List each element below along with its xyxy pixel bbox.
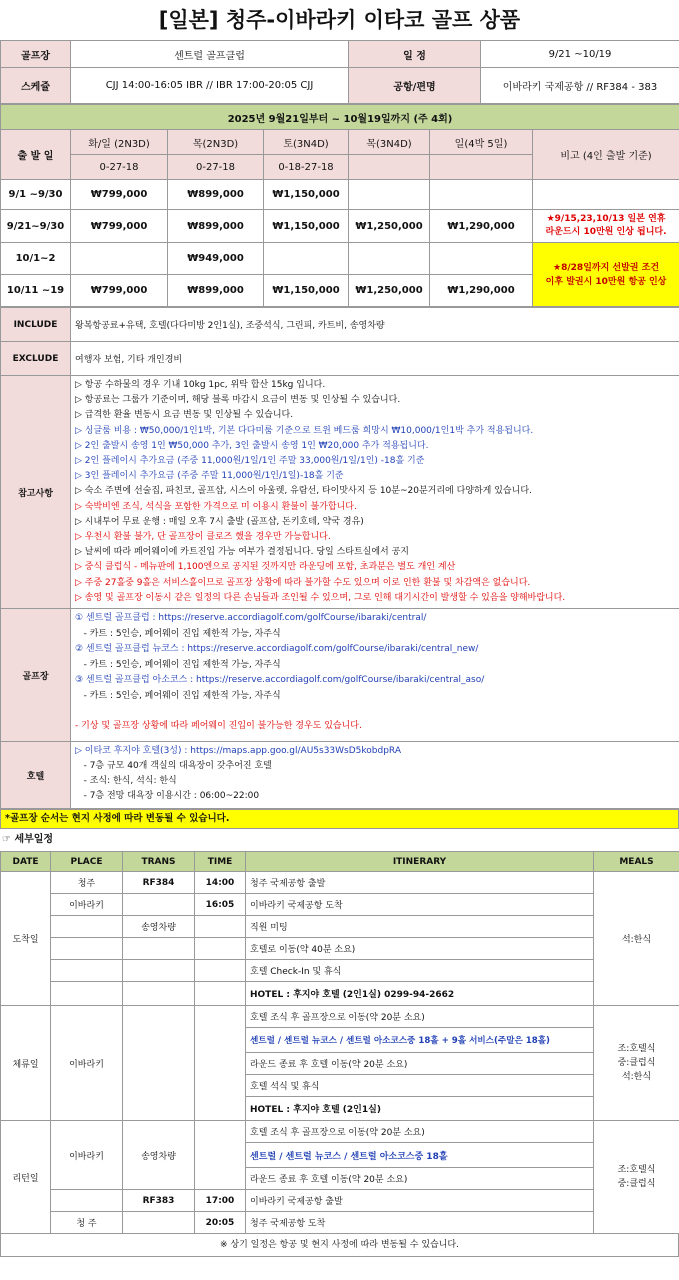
price-cell: ₩949,000: [168, 243, 264, 275]
col-subheader: 0-27-18: [168, 155, 264, 180]
course-line: ① 센트럴 골프클럽 : https://reserve.accordiagolf.com/golfCourse/ibaraki/central/: [75, 613, 427, 624]
itin-time: 17:00: [195, 1190, 246, 1212]
col-subheader: [349, 155, 430, 180]
itin-trans-empty: [123, 894, 195, 916]
itin-time-empty: [195, 960, 246, 982]
itinerary-table: [0, 851, 679, 1234]
golf-label: 골프장: [1, 41, 71, 68]
course-line: [75, 704, 675, 719]
itin-item: 청주 국제공항 출발: [246, 872, 594, 894]
itin-place-empty: [51, 960, 123, 982]
airfare-note-line: 이후 발권시 10만원 항공 인상: [545, 276, 667, 287]
golf-order-warning: *골프장 순서는 현지 사정에 따라 변동될 수 있습니다.: [0, 809, 679, 829]
price-cell: [349, 243, 430, 275]
course-list: [71, 609, 679, 742]
itin-date: 도착일: [1, 872, 51, 1006]
itin-place: 이바라키: [51, 1121, 123, 1190]
itin-item: 호텔 조식 후 골프장으로 이동(약 20분 소요): [246, 1121, 594, 1143]
col-subheader: 0-27-18: [71, 155, 168, 180]
ref-line: ▷ 숙박비엔 조식, 석식을 포함한 가격으로 미 이용시 환불이 불가합니다.: [75, 501, 357, 512]
itin-meals: 석:한식: [594, 872, 679, 1006]
meal-line: 중:클럽식: [617, 1058, 656, 1069]
ref-line: ▷ 싱글룸 비용 : ₩50,000/1인1박, 기본 다다미룸 기준으로 트윈 베드룸 희망시 ₩10,000/1인1박 추가 적용됩니다.: [75, 425, 534, 436]
itin-time-empty: [195, 1006, 246, 1121]
col-header: 일(4박 5일): [430, 130, 533, 155]
hotel-line: - 조식: 한식, 석식: 한식: [75, 776, 177, 787]
col-header: 토(3N4D): [264, 130, 349, 155]
hotel-label: 호텔: [1, 742, 71, 809]
price-cell: ₩799,000: [71, 275, 168, 307]
itin-item: 호텔 조식 후 골프장으로 이동(약 20분 소요): [246, 1006, 594, 1028]
price-row: [1, 180, 679, 210]
course-line: - 카트 : 5인승, 페어웨이 진입 제한적 가능, 자주식: [75, 628, 281, 639]
depart-label: 출 발 일: [1, 130, 71, 180]
ref-line: ▷ 주중 27홀중 9홀은 서비스홀이므로 골프장 상황에 따라 불가할 수도 있으며 이로 인한 환불 및 차감액은 없습니다.: [75, 577, 531, 588]
itin-golf: 센트럴 / 센트럴 뉴코스 / 센트럴 아소코스중 18홀 + 9홀 서비스(주말은 18홀): [246, 1028, 594, 1053]
ref-line: ▷ 날씨에 따라 페어웨이에 카트진입 가능 여부가 결정됩니다. 당일 스타트실에서 공지: [75, 547, 409, 558]
course-line: - 카트 : 5인승, 페어웨이 진입 제한적 가능, 자주식: [75, 690, 281, 701]
itin-place-empty: [51, 982, 123, 1006]
price-cell: ₩799,000: [71, 180, 168, 210]
ref-line: ▷ 송영 및 골프장 이동시 같은 일정의 다른 손님들과 조인될 수 있으며, 그로 인해 대기시간이 발생할 수 있음을 양해바랍니다.: [75, 592, 566, 603]
meal-line: 조:호텔식: [617, 1044, 656, 1055]
price-cell: ₩1,290,000: [430, 210, 533, 243]
ref-label: 참고사항: [1, 376, 71, 609]
ref-list: [71, 376, 679, 609]
price-cell: ₩1,290,000: [430, 275, 533, 307]
itin-header: ITINERARY: [246, 852, 594, 872]
itin-trans-empty: [123, 960, 195, 982]
course-label: 골프장: [1, 609, 71, 742]
itin-place: 이바라키: [51, 894, 123, 916]
row-date: 9/21~9/30: [1, 210, 71, 243]
col-header: 화/일 (2N3D): [71, 130, 168, 155]
itin-item: 호텔 Check-In 및 휴식: [246, 960, 594, 982]
itin-meals: [594, 1121, 679, 1234]
schedule-value: CJJ 14:00-16:05 IBR // IBR 17:00-20:05 CJJ: [71, 68, 349, 104]
course-line: ③ 센트럴 골프클럽 아소코스 : https://reserve.accordiagolf.com/golfCourse/ibaraki/central_aso/: [75, 675, 485, 686]
hotel-line: ▷ 이타코 후지야 호텔(3성) : https://maps.app.goo.gl/AU5s33WsD5kobdpRA: [75, 746, 401, 757]
itin-trans-empty: [123, 982, 195, 1006]
price-cell: [264, 243, 349, 275]
hotel-line: - 7층 전망 대욕장 이용시간 : 06:00~22:00: [75, 791, 260, 802]
course-line: ② 센트럴 골프클럽 뉴코스 : https://reserve.accordiagolf.com/golfCourse/ibaraki/central_new/: [75, 644, 479, 655]
itin-item: 이바라키 국제공항 도착: [246, 894, 594, 916]
itin-time: 16:05: [195, 894, 246, 916]
ref-line: ▷ 항공 수하물의 경우 기내 10kg 1pc, 위탁 합산 15kg 입니다.: [75, 380, 326, 390]
row-date: 9/1 ~9/30: [1, 180, 71, 210]
itin-place-empty: [51, 938, 123, 960]
meal-line: 중:클럽식: [617, 1179, 656, 1190]
course-line: - 기상 및 골프장 상황에 따라 페어웨이 진입이 불가능한 경우도 있습니다.: [75, 721, 362, 732]
price-table: [0, 104, 679, 307]
note-cell: [533, 180, 679, 210]
itin-time-empty: [195, 1121, 246, 1190]
airport-label: 공항/편명: [349, 68, 481, 104]
ref-line: ▷ 항공료는 그룹가 기준이며, 해당 블록 마감시 요금이 변동 및 인상될 수 있습니다.: [75, 395, 401, 406]
col-subheader: 0-18-27-18: [264, 155, 349, 180]
price-cell: ₩899,000: [168, 275, 264, 307]
itin-time-empty: [195, 916, 246, 938]
itin-item: 호텔 석식 및 휴식: [246, 1075, 594, 1097]
itin-place: 이바라키: [51, 1006, 123, 1121]
airport-value: 이바라키 국제공항 // RF384 - 383: [481, 68, 679, 104]
page-title: [일본] 청주-이바라키 이타코 골프 상품: [158, 8, 521, 32]
price-cell: [349, 180, 430, 210]
price-row: [1, 243, 679, 275]
date-value: 9/21 ~10/19: [481, 41, 679, 68]
ref-line: ▷ 숙소 주변에 선술집, 파친코, 골프샵, 시스이 아울렛, 유람선, 타이맛사지 등 10분~20분거리에 다양하게 있습니다.: [75, 486, 532, 497]
itin-header: MEALS: [594, 852, 679, 872]
period-banner: 2025년 9월21일부터 ~ 10월19일까지 (주 4회): [1, 105, 679, 130]
itin-item: 이바라키 국제공항 출발: [246, 1190, 594, 1212]
itin-place-empty: [51, 916, 123, 938]
itin-trans-empty: [123, 1006, 195, 1121]
date-label: 일 정: [349, 41, 481, 68]
include-value: 왕복항공료+유택, 호텔(다다미방 2인1실), 조중석식, 그린피, 카트비, 송영차량: [71, 308, 679, 342]
price-cell: ₩799,000: [71, 210, 168, 243]
holiday-note-line: 라운드시 10만원 인상 됩니다.: [545, 227, 667, 237]
itin-header: PLACE: [51, 852, 123, 872]
note-label: 비고 (4인 출발 기준): [533, 130, 679, 180]
itin-time-empty: [195, 982, 246, 1006]
ref-line: ▷ 중식 클럽식 - 메뉴판에 1,100엔으로 공지된 것까지만 라운딩에 포함, 초과분은 별도 개인 계산: [75, 562, 456, 573]
ref-line: ▷ 3인 플레이시 추가요금 (주중 주말 11,000원/1인/1일)-18홀 기준: [75, 471, 344, 482]
itin-trans-empty: [123, 938, 195, 960]
price-cell: ₩1,150,000: [264, 180, 349, 210]
itin-header: DATE: [1, 852, 51, 872]
course-line: - 카트 : 5인승, 페어웨이 진입 제한적 가능, 자주식: [75, 659, 281, 670]
itin-meals: [594, 1006, 679, 1121]
golf-value: 센트럴 골프클럽: [71, 41, 349, 68]
itin-header: TRANS: [123, 852, 195, 872]
itin-item: 라운드 종료 후 호텔 이동(약 20분 소요): [246, 1053, 594, 1075]
itin-trans: 송영차량: [123, 916, 195, 938]
meal-line: 석:한식: [621, 1072, 652, 1083]
exclude-value: 여행자 보험, 기타 개인경비: [71, 342, 679, 376]
price-row: [1, 210, 679, 243]
itin-place-empty: [51, 1190, 123, 1212]
itin-date: 체류일: [1, 1006, 51, 1121]
info-table: [0, 40, 679, 104]
itin-item: 청주 국제공항 도착: [246, 1212, 594, 1234]
price-cell: ₩1,250,000: [349, 275, 430, 307]
itin-item: 직원 미팅: [246, 916, 594, 938]
footer-note: ※ 상기 일정은 항공 및 현지 사정에 따라 변동될 수 있습니다.: [0, 1234, 679, 1257]
include-label: INCLUDE: [1, 308, 71, 342]
itin-time: 14:00: [195, 872, 246, 894]
ref-line: ▷ 우천시 환불 불가, 단 골프장이 클로즈 했을 경우만 가능합니다.: [75, 532, 331, 543]
airfare-note: [533, 243, 679, 307]
itin-time-empty: [195, 938, 246, 960]
airfare-note-line: ★8/28일까지 선발권 조건: [553, 262, 660, 273]
price-cell: ₩899,000: [168, 180, 264, 210]
schedule-label: 스케쥴: [1, 68, 71, 104]
price-cell: [430, 243, 533, 275]
price-cell: [430, 180, 533, 210]
price-cell: ₩1,150,000: [264, 210, 349, 243]
itin-trans: 송영차량: [123, 1121, 195, 1190]
col-subheader: [430, 155, 533, 180]
price-cell: ₩899,000: [168, 210, 264, 243]
hotel-line: - 7층 규모 40개 객실의 대욕장이 갖추어진 호텔: [75, 761, 272, 772]
itin-header: TIME: [195, 852, 246, 872]
itin-time: 20:05: [195, 1212, 246, 1234]
ref-line: ▷ 2인 출발시 송영 1인 ₩50,000 추가, 3인 출발시 송영 1인 ₩20,000 추가 적용됩니다.: [75, 440, 429, 451]
exclude-label: EXCLUDE: [1, 342, 71, 376]
col-header: 목(2N3D): [168, 130, 264, 155]
ref-line: ▷ 2인 플레이시 추가요금 (주중 11,000원/1일/1인 주말 33,000원/1일/1인) -18홀 기준: [75, 456, 425, 467]
itin-hotel: HOTEL : 후지야 호텔 (2인1실) 0299-94-2662: [246, 982, 594, 1006]
itin-place: 청주: [51, 872, 123, 894]
price-cell: [71, 243, 168, 275]
row-date: 10/1~2: [1, 243, 71, 275]
price-cell: ₩1,150,000: [264, 275, 349, 307]
notes-table: [0, 307, 679, 809]
price-cell: ₩1,250,000: [349, 210, 430, 243]
ref-line: ▷ 급격한 환율 변동시 요금 변동 및 인상될 수 있습니다.: [75, 410, 294, 421]
col-header: 목(3N4D): [349, 130, 430, 155]
row-date: 10/11 ~19: [1, 275, 71, 307]
detail-title: ☞ 세부일정: [2, 834, 54, 846]
meal-line: 조:호텔식: [617, 1165, 656, 1176]
holiday-note-line: ★9/15,23,10/13 일본 연휴: [546, 214, 666, 224]
hotel-list: [71, 742, 679, 809]
itin-trans-empty: [123, 1212, 195, 1234]
itin-trans: RF384: [123, 872, 195, 894]
itin-item: 라운드 종료 후 호텔 이동(약 20분 소요): [246, 1168, 594, 1190]
itin-date: 리턴일: [1, 1121, 51, 1234]
itin-item: 호텔로 이동(약 40분 소요): [246, 938, 594, 960]
ref-line: ▷ 시내투어 무료 운행 : 매일 오후 7시 출발 (골프샵, 돈키호테, 약국 경유): [75, 516, 364, 527]
itin-hotel: HOTEL : 후지야 호텔 (2인1실): [246, 1097, 594, 1121]
holiday-note: [533, 210, 679, 243]
itin-golf: 센트럴 / 센트럴 뉴코스 / 센트럴 아소코스중 18홀: [246, 1143, 594, 1168]
itin-place: 청 주: [51, 1212, 123, 1234]
itin-trans: RF383: [123, 1190, 195, 1212]
